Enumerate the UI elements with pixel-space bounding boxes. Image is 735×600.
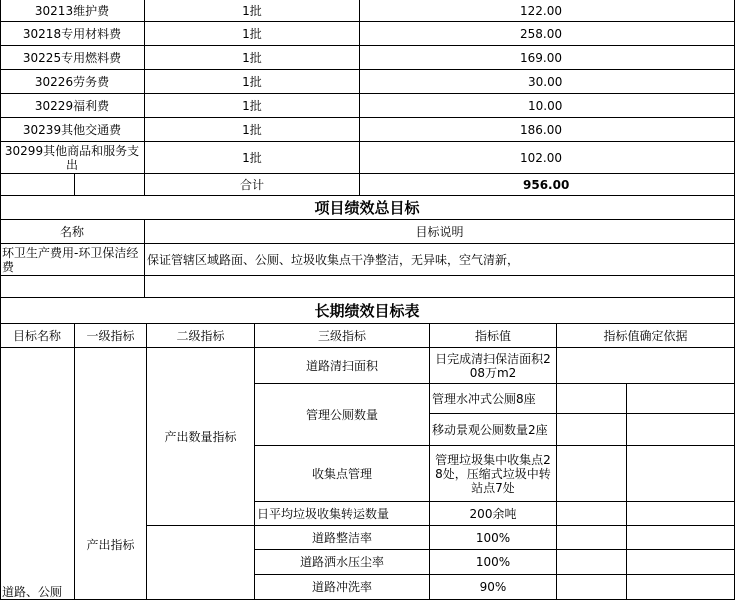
col-header-name: 名称 (0, 220, 145, 244)
expense-amount: 122.00 (360, 0, 735, 22)
section-title: 长期绩效目标表 (0, 298, 735, 324)
col-header-desc: 目标说明 (145, 220, 735, 244)
basis-cell (627, 414, 735, 446)
expense-code-name: 30218专用材料费 (0, 22, 145, 46)
value-cell: 100% (430, 550, 557, 575)
total-empty-cell (0, 174, 75, 196)
section-title: 项目绩效总目标 (0, 196, 735, 220)
header-value: 指标值 (430, 324, 557, 348)
expense-amount: 186.00 (360, 118, 735, 142)
expense-qty: 1批 (145, 46, 360, 70)
value-cell: 200余吨 (430, 502, 557, 526)
header-basis: 指标值确定依据 (557, 324, 735, 348)
basis-cell (557, 446, 627, 502)
basis-cell (627, 575, 735, 600)
level3-cell: 道路洒水压尘率 (255, 550, 430, 575)
header-level3: 三级指标 (255, 324, 430, 348)
expense-code-name: 30225专用燃料费 (0, 46, 145, 70)
empty-cell (145, 276, 735, 298)
expense-code-name: 30299其他商品和服务支出 (0, 142, 145, 174)
basis-cell (557, 414, 627, 446)
expense-qty: 1批 (145, 118, 360, 142)
total-amount: 956.00 (360, 174, 735, 196)
basis-cell (557, 384, 627, 414)
basis-cell (627, 550, 735, 575)
expense-code-name: 30229福利费 (0, 94, 145, 118)
level3-cell: 道路冲洗率 (255, 575, 430, 600)
goal-desc: 保证管辖区域路面、公厕、垃圾收集点干净整洁，无异味，空气清新， (145, 244, 735, 276)
basis-cell (627, 502, 735, 526)
left-border (0, 0, 1, 600)
basis-cell (557, 526, 627, 550)
value-cell: 管理水冲式公厕8座 (430, 384, 557, 414)
value-cell: 日完成清扫保洁面积208万m2 (430, 348, 557, 384)
expense-amount: 258.00 (360, 22, 735, 46)
basis-cell (627, 384, 735, 414)
expense-amount: 102.00 (360, 142, 735, 174)
expense-qty: 1批 (145, 142, 360, 174)
empty-cell (0, 276, 145, 298)
expense-qty: 1批 (145, 22, 360, 46)
goal-name: 环卫生产费用-环卫保洁经费 (0, 244, 145, 276)
total-label: 合计 (145, 174, 360, 196)
header-target-name: 目标名称 (0, 324, 75, 348)
expense-code-name: 30213维护费 (0, 0, 145, 22)
expense-qty: 1批 (145, 94, 360, 118)
basis-cell (557, 575, 627, 600)
expense-code-name: 30226劳务费 (0, 70, 145, 94)
level3-cell: 管理公厕数量 (255, 384, 430, 446)
basis-cell (557, 348, 735, 384)
basis-cell (627, 526, 735, 550)
level3-cell: 道路整洁率 (255, 526, 430, 550)
level3-cell: 道路清扫面积 (255, 348, 430, 384)
value-cell: 100% (430, 526, 557, 550)
value-cell: 90% (430, 575, 557, 600)
basis-cell (557, 502, 627, 526)
level3-cell: 收集点管理 (255, 446, 430, 502)
expense-amount: 169.00 (360, 46, 735, 70)
expense-qty: 1批 (145, 0, 360, 22)
basis-cell (627, 446, 735, 502)
level2-cell: 产出数量指标 (147, 348, 255, 526)
expense-amount: 10.00 (360, 94, 735, 118)
expense-code-name: 30239其他交通费 (0, 118, 145, 142)
value-cell: 管理垃圾集中收集点28处，压缩式垃圾中转站点7处 (430, 446, 557, 502)
value-cell: 移动景观公厕数量2座 (430, 414, 557, 446)
header-level2: 二级指标 (147, 324, 255, 348)
expense-qty: 1批 (145, 70, 360, 94)
total-empty-cell (75, 174, 145, 196)
level3-cell: 日平均垃圾收集转运数量 (255, 502, 430, 526)
header-level1: 一级指标 (75, 324, 147, 348)
level1-cell: 产出指标 (75, 348, 147, 600)
target-name-cell: 道路、公厕 (0, 348, 75, 600)
basis-cell (557, 550, 627, 575)
expense-amount: 30.00 (360, 70, 735, 94)
level2-cell-empty (147, 526, 255, 600)
